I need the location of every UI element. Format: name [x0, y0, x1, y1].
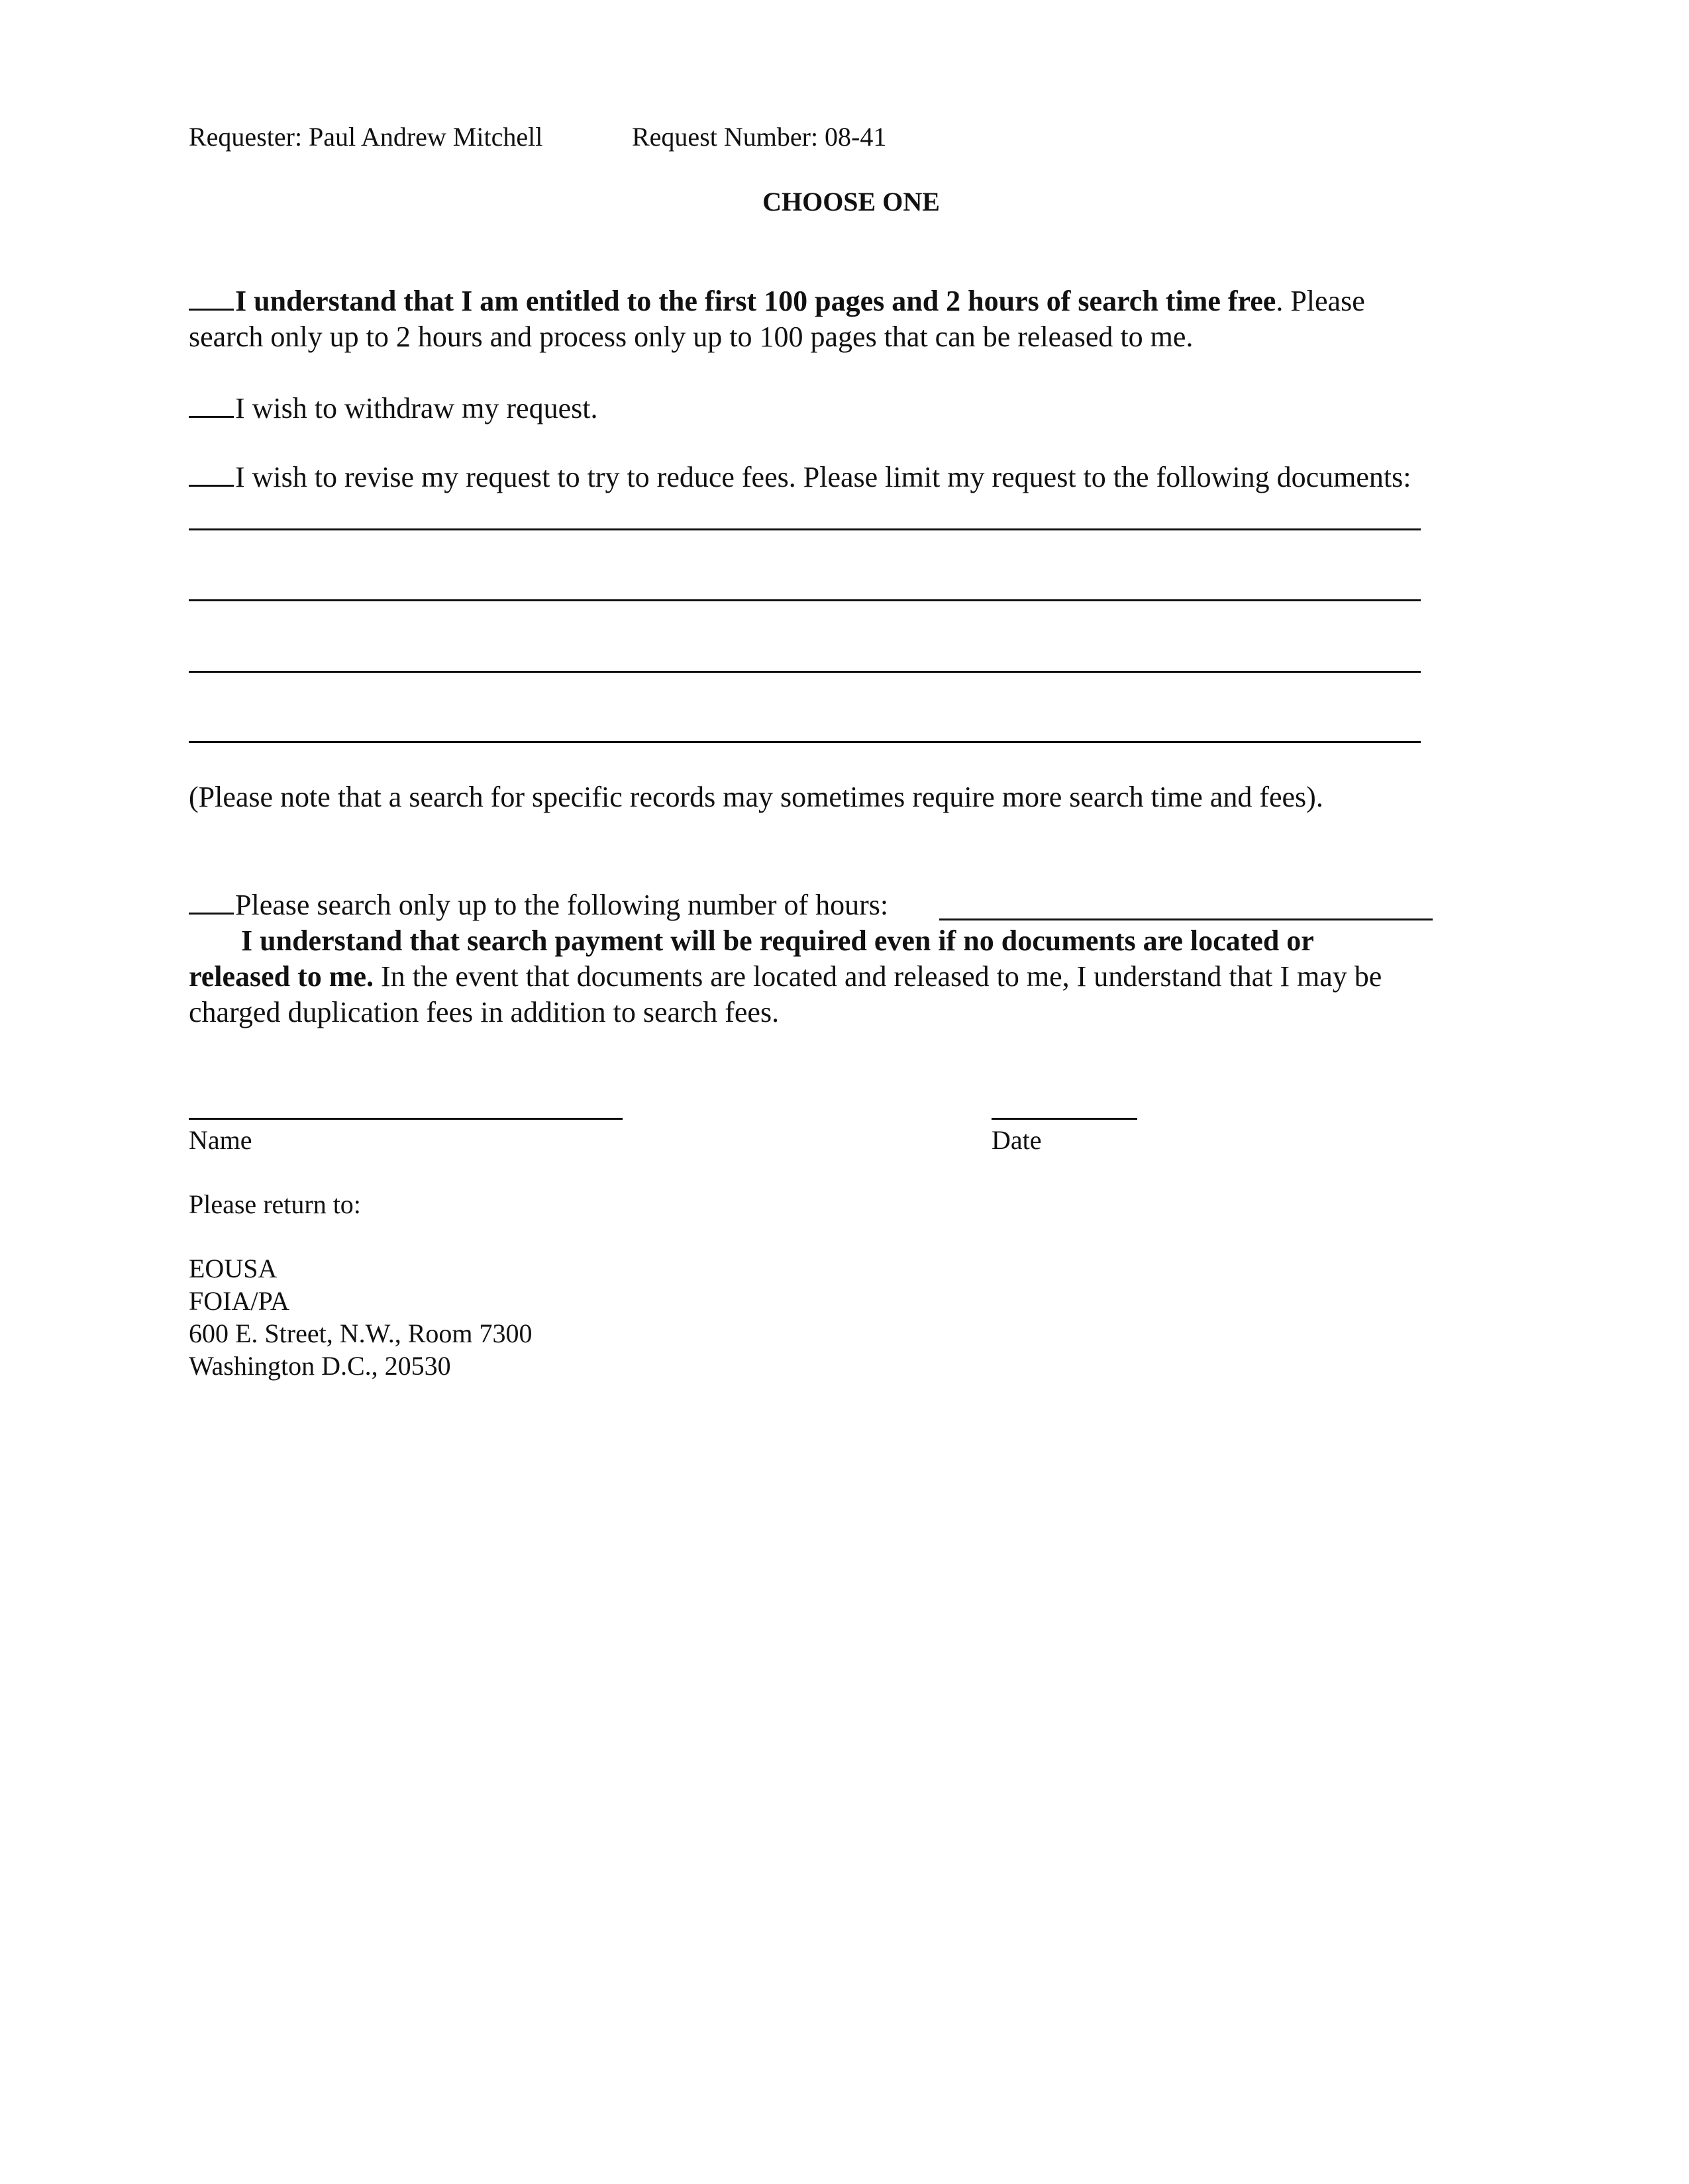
checkbox-line-limit-hours[interactable]: [189, 893, 234, 915]
payment-acknowledgement-line2-rest: In the event that documents are located and released to me, I understand that I may be: [373, 960, 1382, 993]
checkbox-line-revise[interactable]: [189, 465, 234, 487]
option-limit-hours-text: Please search only up to the following number of hours:: [235, 889, 889, 921]
hours-input-line[interactable]: [939, 918, 1433, 920]
address-line: FOIA/PA: [189, 1286, 289, 1316]
document-line-4[interactable]: [189, 741, 1421, 743]
option-free-search-line2: search only up to 2 hours and process only up to 100 pages that can be released to me.: [189, 321, 1194, 353]
return-label: Please return to:: [189, 1189, 361, 1219]
document-line-3[interactable]: [189, 671, 1421, 673]
date-signature-line[interactable]: [992, 1118, 1137, 1120]
request-number-label: Request Number: 08-41: [632, 122, 887, 152]
option-free-search: [189, 283, 1513, 355]
option-revise-text: I wish to revise my request to try to reduce fees. Please limit my request to the following documents:: [235, 461, 1411, 493]
page-title: CHOOSE ONE: [762, 187, 940, 217]
address-line: Washington D.C., 20530: [189, 1351, 451, 1381]
document-line-2[interactable]: [189, 599, 1421, 601]
checkbox-line-withdraw[interactable]: [189, 396, 234, 418]
name-label: Name: [189, 1125, 252, 1155]
payment-acknowledgement-bold-line1: I understand that search payment will be required even if no documents are located or: [241, 924, 1314, 957]
document-line-1[interactable]: [189, 528, 1421, 530]
option-limit-hours: [189, 887, 1513, 923]
option-free-search-after-bold: . Please: [1276, 285, 1365, 317]
address-line: 600 E. Street, N.W., Room 7300: [189, 1318, 533, 1348]
address-line: EOUSA: [189, 1254, 278, 1283]
date-label: Date: [992, 1125, 1042, 1155]
option-revise: [189, 460, 1513, 495]
payment-acknowledgement-bold-line2: released to me.: [189, 960, 374, 993]
search-note: (Please note that a search for specific records may sometimes require more search time and fees).: [189, 781, 1323, 813]
checkbox-line-free-search[interactable]: [189, 289, 234, 311]
option-free-search-bold-text: I understand that I am entitled to the first 100 pages and 2 hours of search time free: [235, 285, 1276, 317]
option-withdraw: [189, 391, 1513, 426]
option-withdraw-text: I wish to withdraw my request.: [235, 392, 598, 424]
payment-acknowledgement-line3: charged duplication fees in addition to search fees.: [189, 996, 780, 1028]
name-signature-line[interactable]: [189, 1118, 623, 1120]
requester-label: Requester: Paul Andrew Mitchell: [189, 122, 543, 152]
payment-acknowledgement: [189, 923, 1513, 1030]
